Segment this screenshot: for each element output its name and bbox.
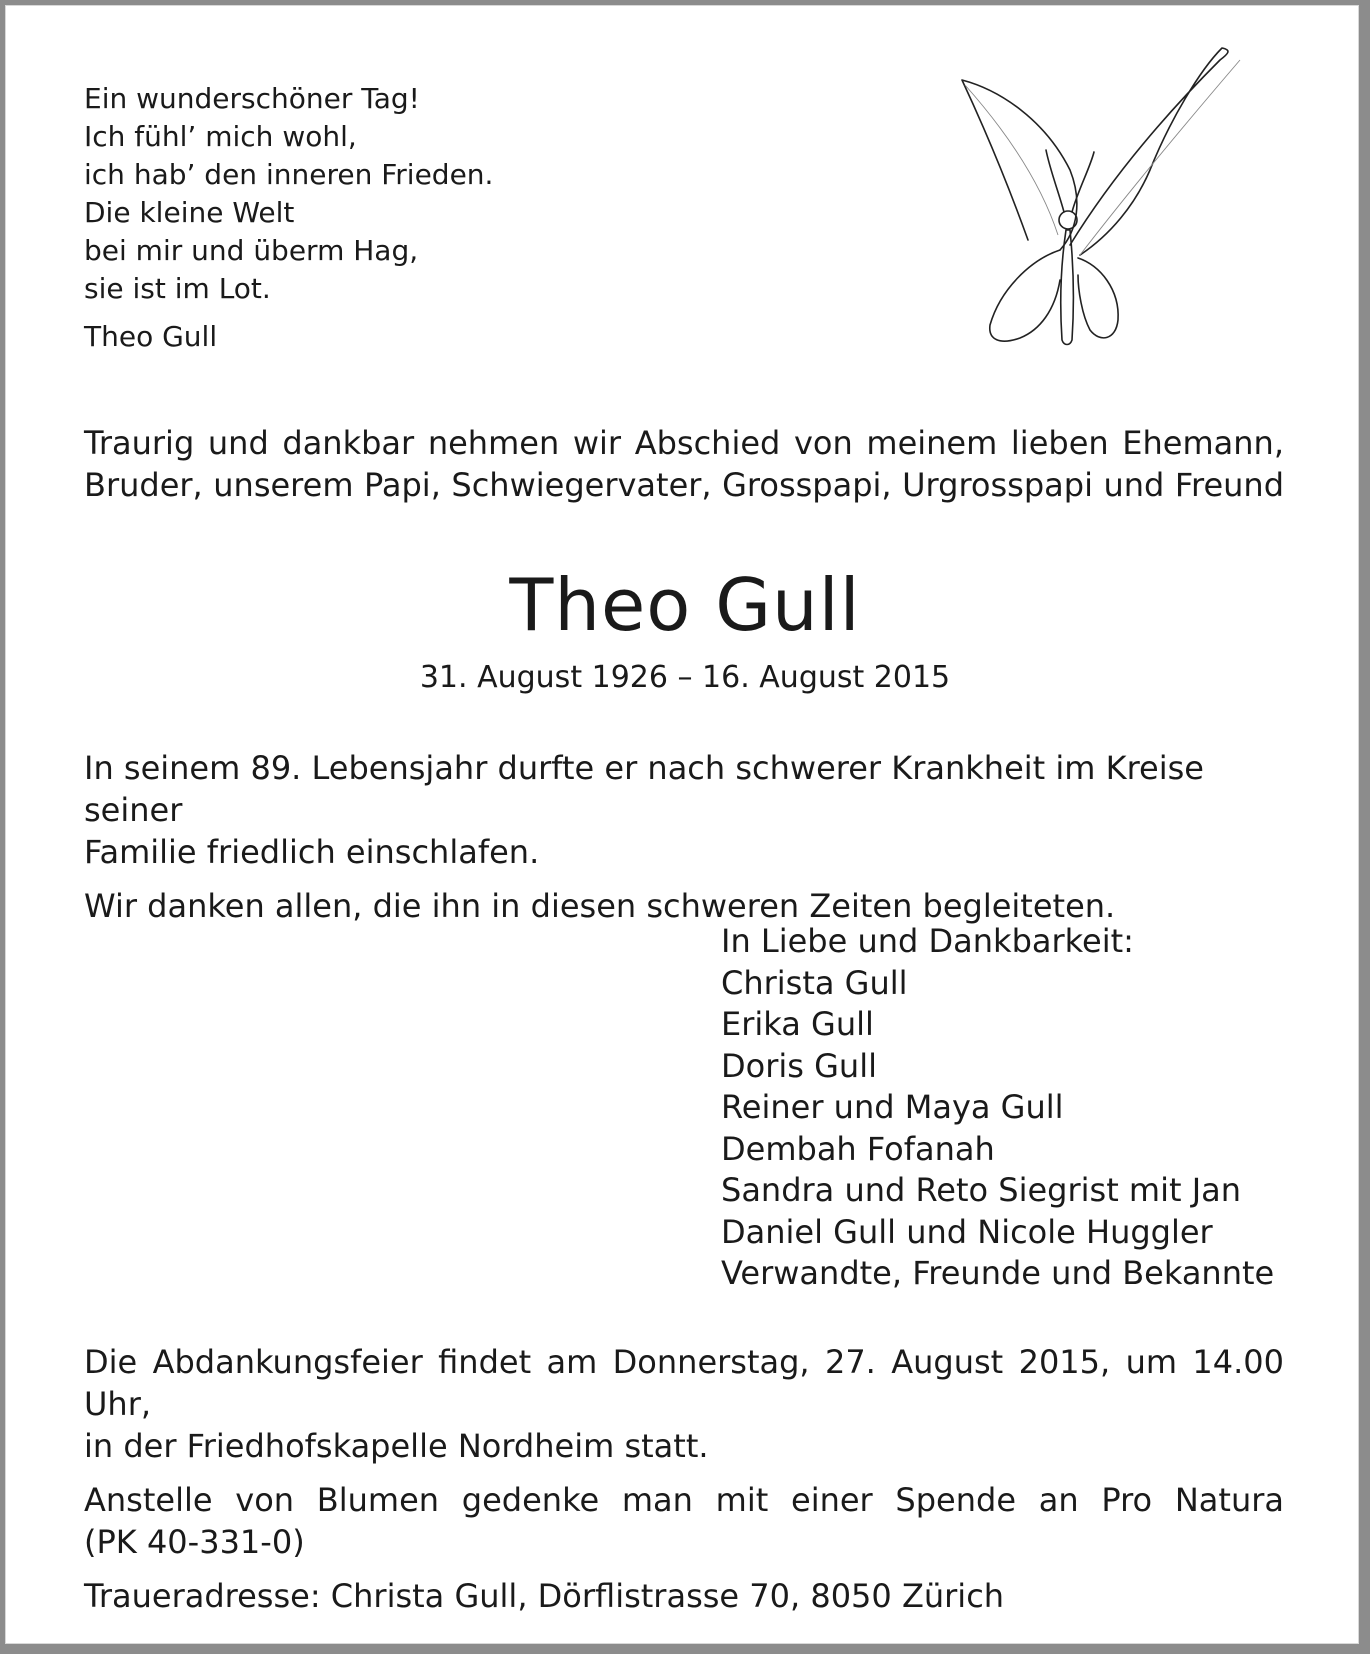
poem-author: Theo Gull <box>84 320 218 353</box>
poem-line: Ich fühl’ mich wohl, <box>84 120 357 153</box>
family-member: Reiner und Maya Gull <box>721 1088 1064 1126</box>
poem <box>84 80 493 356</box>
poem-line: Ein wunderschöner Tag! <box>84 82 420 115</box>
intro-line: Bruder, unserem Papi, Schwiegervater, Grosspapi, Urgrosspapi und Freund <box>84 466 1284 504</box>
family-member: Doris Gull <box>721 1046 877 1085</box>
family-member: Christa Gull <box>721 963 908 1002</box>
closing-text <box>84 1341 1284 1617</box>
intro-text <box>84 422 1284 506</box>
family-member: Sandra und Reto Siegrist mit Jan <box>721 1171 1242 1209</box>
poem-line: bei mir und überm Hag, <box>84 234 419 267</box>
butterfly-drawing <box>960 40 1300 370</box>
body-text <box>84 747 1284 927</box>
poem-line: Die kleine Welt <box>84 196 295 229</box>
ceremony-line: in der Friedhofskapelle Nordheim statt. <box>84 1427 709 1465</box>
family-member: Verwandte, Freunde und Bekannte <box>721 1254 1275 1292</box>
life-dates: 31. August 1926 – 16. August 2015 <box>419 660 951 695</box>
poem-line: ich hab’ den inneren Frieden. <box>84 158 494 191</box>
body-thanks: Wir danken allen, die ihn in diesen schweren Zeiten begleiteten. <box>84 887 1116 925</box>
mourning-address: Traueradresse: Christa Gull, Dörflistrasse 70, 8050 Zürich <box>84 1577 1005 1615</box>
donation-account: (PK 40-331-0) <box>84 1523 305 1561</box>
poem-line: sie ist im Lot. <box>84 272 271 305</box>
family-heading: In Liebe und Dankbarkeit: <box>721 922 1134 960</box>
family-member: Daniel Gull und Nicole Huggler <box>721 1212 1213 1251</box>
family-member: Erika Gull <box>721 1005 874 1043</box>
body-line: In seinem 89. Lebensjahr durfte er nach schwerer Krankheit im Kreise seiner <box>84 749 1204 829</box>
deceased-name: Theo Gull <box>509 563 861 647</box>
ceremony-line: Die Abdankungsfeier findet am Donnerstag, 27. August 2015, um 14.00 Uhr, <box>84 1343 1284 1423</box>
donation-line: Anstelle von Blumen gedenke man mit einer Spende an Pro Natura <box>84 1481 1284 1519</box>
body-line: Familie friedlich einschlafen. <box>84 833 540 871</box>
family-member: Dembah Fofanah <box>721 1129 995 1168</box>
intro-line: Traurig und dankbar nehmen wir Abschied von meinem lieben Ehemann, <box>84 424 1284 462</box>
family-list <box>721 921 1274 1295</box>
